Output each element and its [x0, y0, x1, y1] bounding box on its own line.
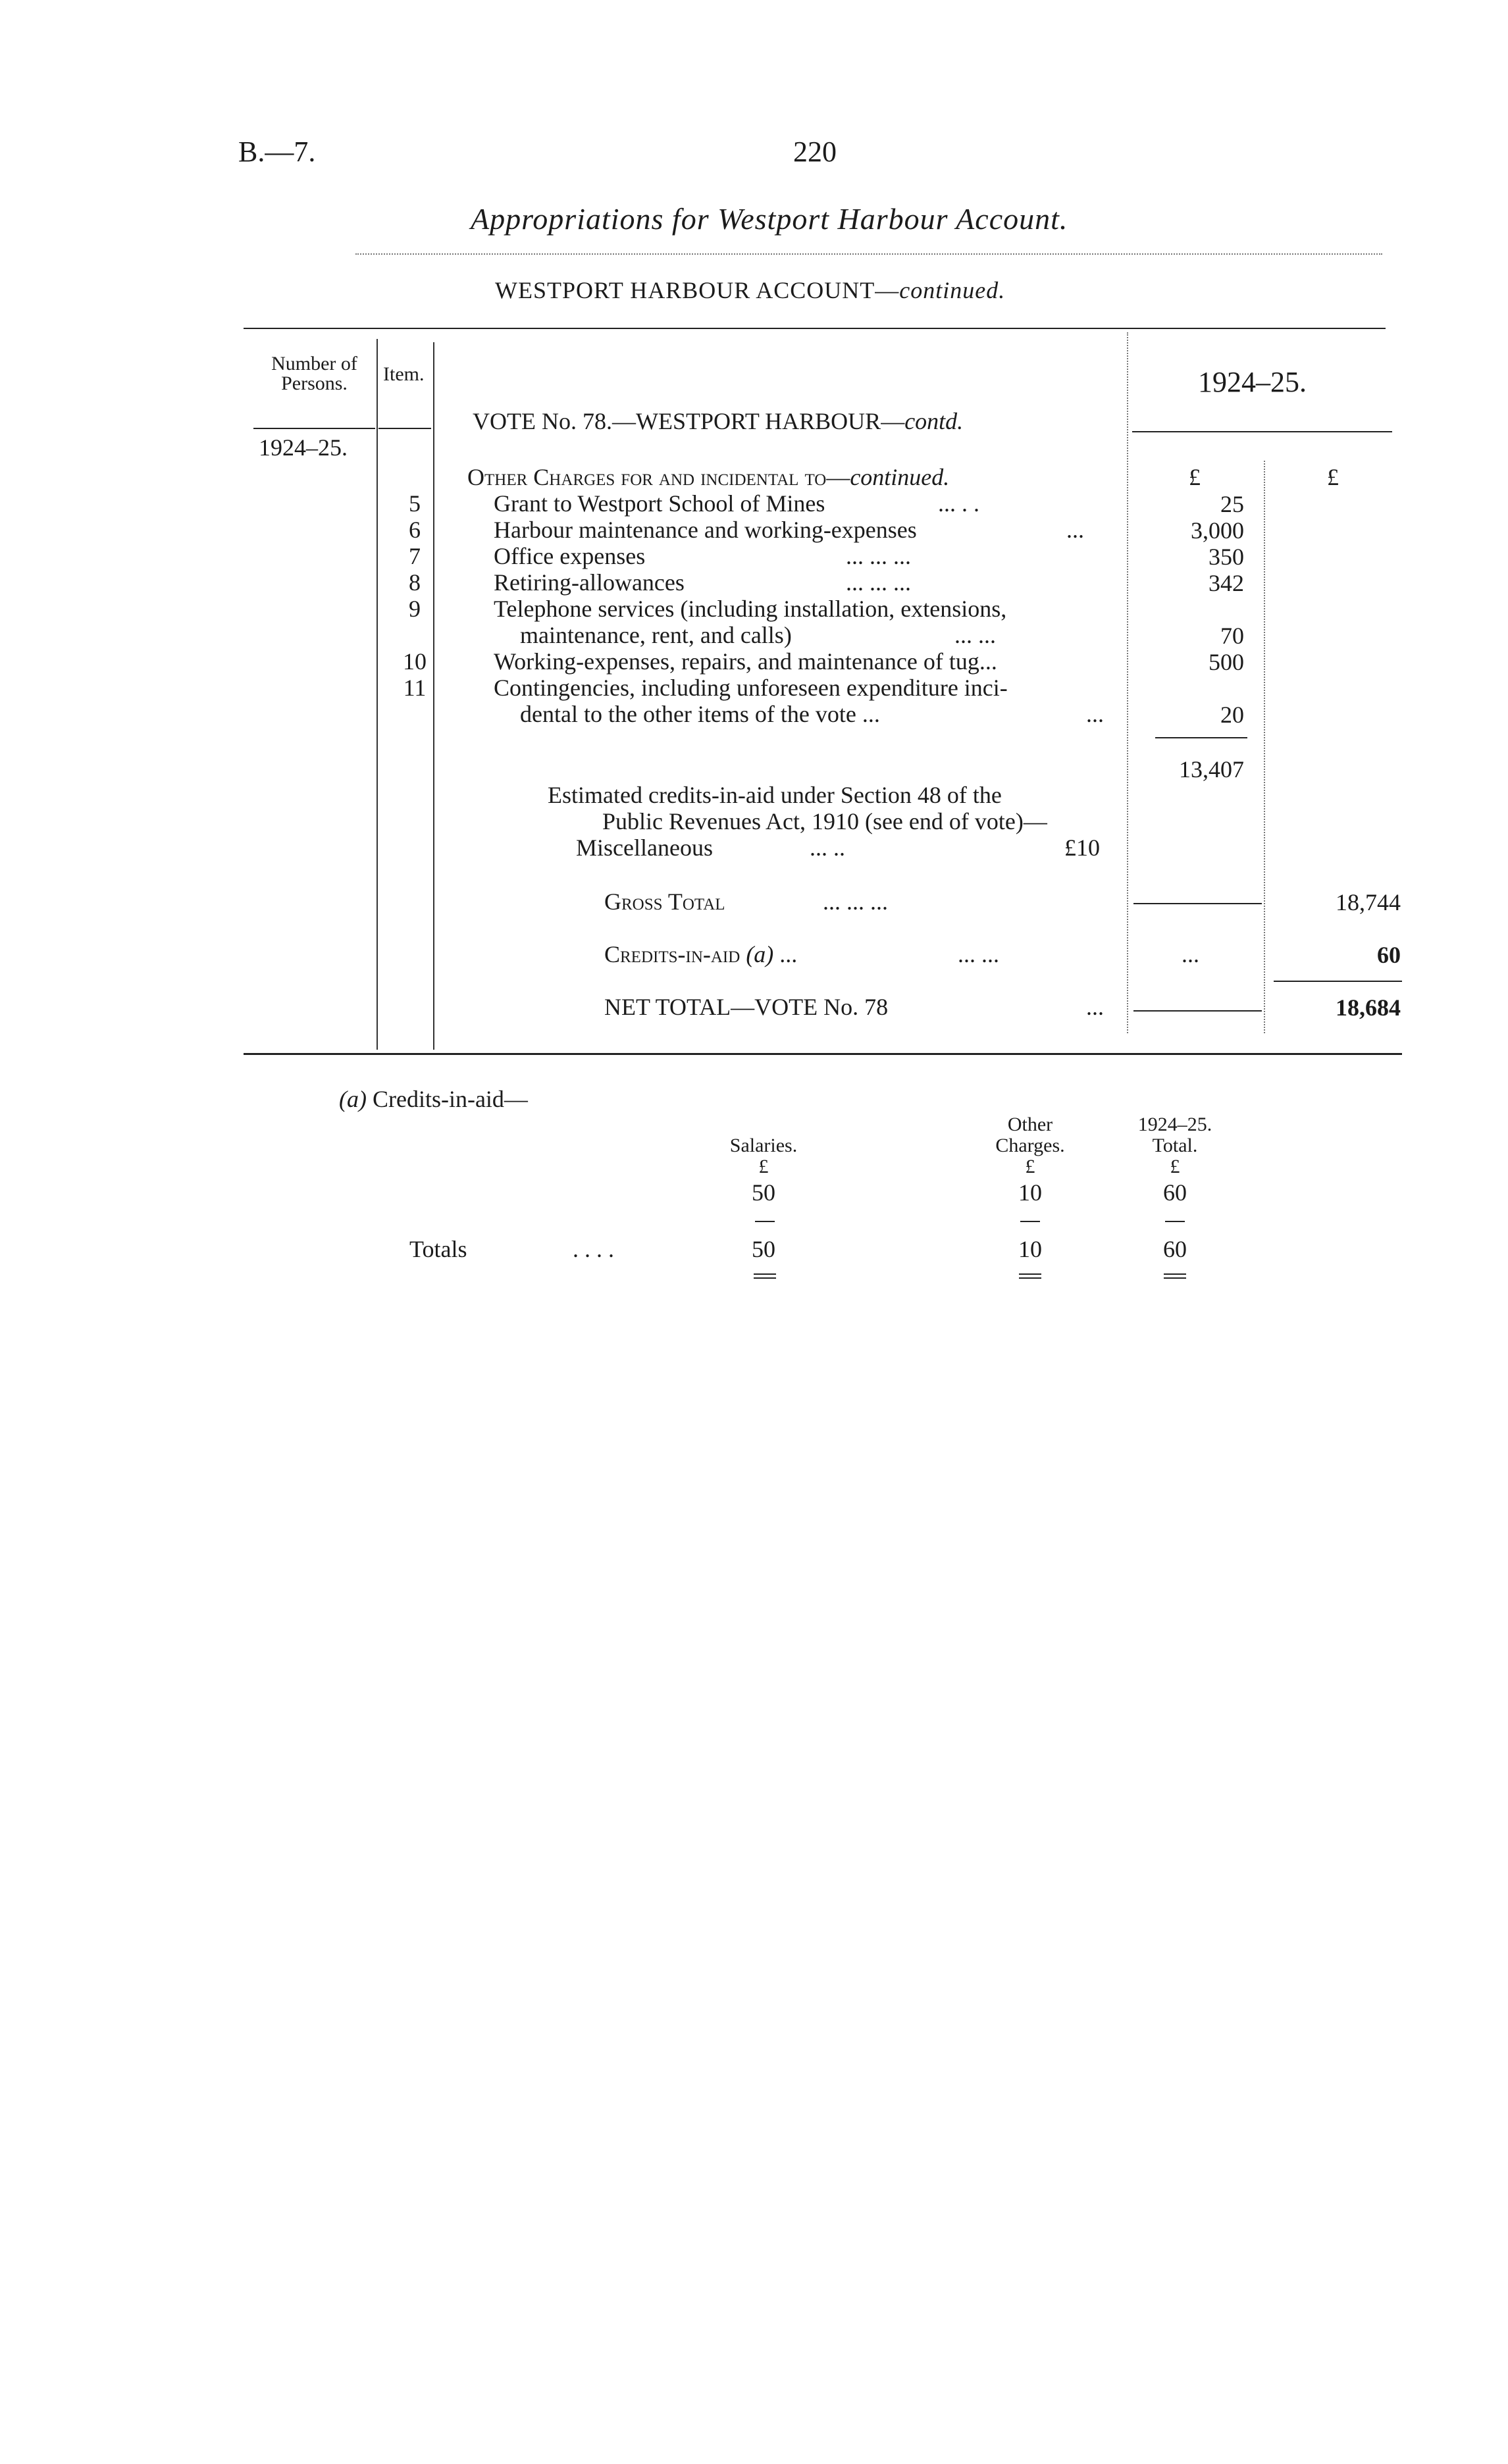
account-subtitle: WESTPORT HARBOUR ACCOUNT—continued. [495, 277, 1006, 303]
item-description: Retiring-allowances [494, 569, 685, 596]
item-description: Telephone services (including installation, extensions, [494, 596, 1007, 622]
item-number: 5 [409, 490, 421, 517]
table-bottom-rule [244, 1053, 1402, 1055]
item-description-cont: maintenance, rent, and calls) [520, 622, 792, 648]
vote-title: VOTE No. 78.—WESTPORT HARBOUR—contd. [473, 408, 964, 434]
pound-sign-amount: £ [1189, 464, 1201, 490]
item-amount: 342 [1209, 570, 1244, 596]
net-total-rule [1274, 981, 1402, 982]
item-description: Working-expenses, repairs, and maintenance of tug... [494, 648, 997, 675]
footnote-double-rule [754, 1277, 776, 1279]
footnote-unit: £ [1025, 1156, 1035, 1177]
footnote-unit: £ [1170, 1156, 1180, 1177]
series-code: B.—7. [238, 136, 316, 168]
col-divider-amount [1127, 332, 1128, 1033]
page-title: Appropriations for Westport Harbour Account. [471, 202, 1068, 236]
table-top-rule [244, 328, 1386, 329]
item-description: Office expenses [494, 543, 646, 569]
item-leader: ... ... [954, 622, 996, 648]
footnote-col3-header-line2: Total. [1152, 1135, 1198, 1156]
item-description: Contingencies, including unforeseen expenditure inci- [494, 675, 1008, 701]
subtotal-rule [1155, 737, 1247, 738]
section-heading: Other Charges for and incidental to—continued. [467, 464, 950, 490]
credits-in-aid-value: 60 [1377, 942, 1401, 968]
footnote-value-other: 10 [1018, 1179, 1042, 1206]
footnote-rule [1165, 1221, 1185, 1222]
item-number: 7 [409, 543, 421, 569]
item-number: 9 [409, 596, 421, 622]
net-total-dash [1133, 1010, 1262, 1012]
col-divider-persons [377, 339, 378, 1050]
footnote-totals-leader: . . . . [573, 1236, 614, 1262]
net-total-leader: ... [1086, 994, 1104, 1020]
page-number: 220 [793, 136, 837, 168]
credits-note-leader: ... .. [810, 834, 845, 861]
credits-note-line3: Miscellaneous [576, 834, 713, 861]
credits-note-line1: Estimated credits-in-aid under Section 48 of the [548, 782, 1002, 808]
footnote-col1-header: Salaries. [729, 1135, 798, 1156]
footnote-double-rule [1019, 1273, 1041, 1275]
footnote-label: (a) Credits-in-aid— [339, 1086, 528, 1112]
item-amount: 25 [1220, 491, 1244, 517]
item-amount: 350 [1209, 544, 1244, 570]
gross-total-value: 18,744 [1336, 889, 1401, 915]
footnote-unit: £ [758, 1156, 769, 1177]
item-description: Harbour maintenance and working-expenses [494, 517, 917, 543]
net-total-label: NET TOTAL—VOTE No. 78 [604, 994, 889, 1020]
item-amount: 20 [1220, 702, 1244, 728]
item-number: 10 [403, 648, 427, 675]
footnote-col2-header-line2: Charges. [995, 1135, 1065, 1156]
footnote-double-rule [1164, 1277, 1186, 1279]
footnote-rule [1020, 1221, 1040, 1222]
footnote-value-total: 60 [1163, 1179, 1187, 1206]
item-number: 8 [409, 569, 421, 596]
gross-total-leader: ... ... ... [823, 888, 888, 915]
col-header-persons: Number of Persons. [271, 353, 357, 394]
footnote-value-salaries: 50 [752, 1179, 775, 1206]
item-amount: 500 [1209, 649, 1244, 675]
title-rule [355, 253, 1382, 255]
footnote-total-salaries: 50 [752, 1236, 775, 1262]
item-description: Grant to Westport School of Mines [494, 490, 825, 517]
item-leader: ... [1066, 517, 1084, 543]
credits-note-line2: Public Revenues Act, 1910 (see end of vote)— [602, 808, 1047, 834]
footnote-col3-header-line1: 1924–25. [1137, 1114, 1212, 1135]
footnote-col2-header-line1: Other [1007, 1114, 1053, 1135]
footnote-total-other: 10 [1018, 1236, 1042, 1262]
gross-total-dash [1133, 903, 1262, 904]
credits-in-aid-leader: ... ... [958, 941, 999, 967]
item-leader: ... ... ... [846, 569, 911, 596]
item-description-cont: dental to the other items of the vote ... [520, 701, 880, 727]
footnote-double-rule [754, 1273, 776, 1275]
footnote-rule [755, 1221, 775, 1222]
credits-in-aid-mid-leader: ... [1182, 941, 1199, 967]
subtotal-amount: 13,407 [1179, 756, 1244, 783]
persons-year: 1924–25. [259, 434, 348, 461]
col-divider-total [1264, 461, 1265, 1033]
net-total-value: 18,684 [1336, 994, 1401, 1021]
persons-header-rule [253, 428, 375, 429]
col-header-item: Item. [383, 363, 425, 385]
year-header-rule [1132, 431, 1392, 432]
item-amount: 3,000 [1191, 517, 1244, 544]
credits-in-aid-label: Credits-in-aid (a) ... [604, 941, 798, 967]
footnote-double-rule [1019, 1277, 1041, 1279]
item-leader: ... [1086, 701, 1104, 727]
footnote-double-rule [1164, 1273, 1186, 1275]
footnote-totals-label: Totals [409, 1236, 467, 1262]
item-leader: ... ... ... [846, 543, 911, 569]
item-number: 6 [409, 517, 421, 543]
item-leader: ... . . [938, 490, 979, 517]
item-number: 11 [403, 675, 427, 701]
pound-sign-total: £ [1327, 464, 1339, 490]
gross-total-label: Gross Total [604, 888, 725, 915]
col-header-year: 1924–25. [1198, 366, 1307, 398]
item-amount: 70 [1220, 623, 1244, 649]
item-header-rule [378, 428, 431, 429]
credits-note-amount: £10 [1064, 834, 1100, 861]
footnote-total-total: 60 [1163, 1236, 1187, 1262]
